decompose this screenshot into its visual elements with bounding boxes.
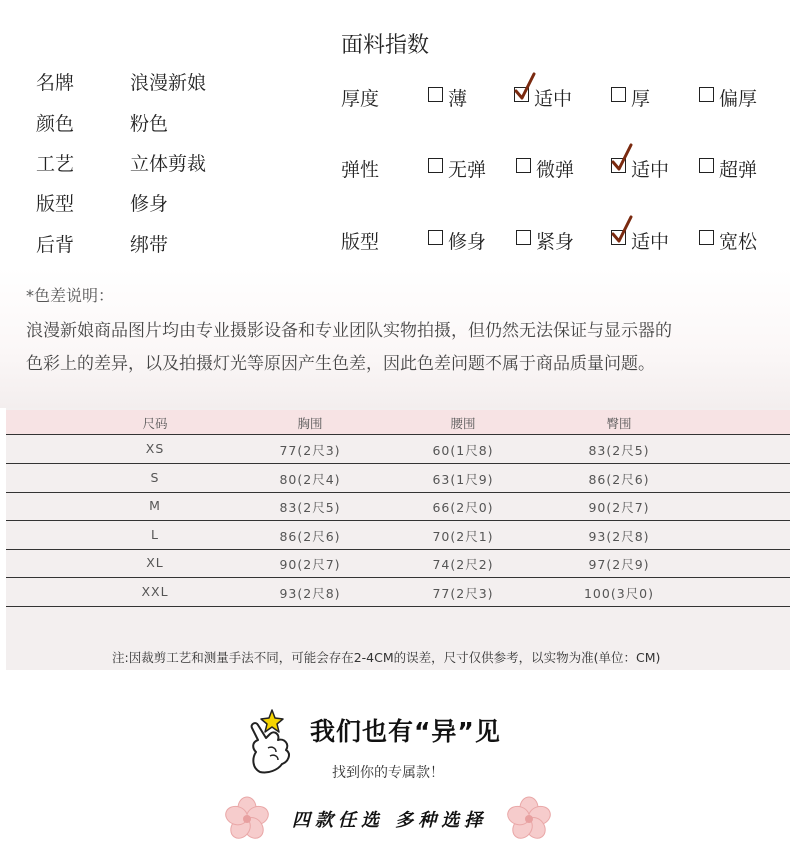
promo-title: 我们也有“异”见 xyxy=(310,717,501,746)
header-size: 尺码 xyxy=(142,416,168,431)
fabric-index-title: 面料指数 xyxy=(341,33,430,58)
checkmark-icon xyxy=(611,143,633,173)
info-label: 版型 xyxy=(36,193,75,215)
table-cell: XL xyxy=(146,555,164,570)
promo-tagline: 四款任选 多种选择 xyxy=(292,810,488,831)
header-waist: 腰围 xyxy=(450,416,476,431)
option-label: 适中 xyxy=(631,231,670,253)
fabric-row-label: 版型 xyxy=(341,231,380,253)
size-table-note: 注:因裁剪工艺和测量手法不同，可能会存在2-4CM的误差，尺寸仅供参考，以实物为准(单位：CM) xyxy=(112,650,661,665)
option-label: 适中 xyxy=(631,159,670,181)
table-cell: 60(1尺8) xyxy=(432,443,494,458)
option-label: 修身 xyxy=(448,231,487,253)
checkmark-icon xyxy=(514,72,536,102)
table-cell: 93(2尺8) xyxy=(588,528,650,544)
table-divider xyxy=(6,463,790,464)
option-label: 微弹 xyxy=(536,159,575,181)
option-label: 适中 xyxy=(534,88,573,110)
checkbox[interactable] xyxy=(699,158,714,173)
table-divider xyxy=(6,577,790,578)
table-cell: 63(1尺9) xyxy=(432,471,494,487)
info-label: 后背 xyxy=(36,234,75,256)
info-value: 立体剪裁 xyxy=(130,153,207,175)
option-label: 薄 xyxy=(448,88,468,110)
fabric-row-elasticity xyxy=(0,155,790,195)
flower-icon xyxy=(504,796,554,842)
option-label: 紧身 xyxy=(536,231,575,253)
option-label: 偏厚 xyxy=(719,88,758,110)
checkmark-icon xyxy=(611,215,633,245)
checkbox[interactable] xyxy=(516,158,531,173)
checkbox[interactable] xyxy=(428,158,443,173)
table-cell: 93(2尺8) xyxy=(279,585,341,601)
table-cell: 90(2尺7) xyxy=(588,500,650,515)
table-cell: 97(2尺9) xyxy=(588,557,650,572)
info-label: 颜色 xyxy=(36,113,75,135)
info-label: 名牌 xyxy=(36,72,75,94)
color-note-title: *色差说明： xyxy=(26,286,115,305)
fabric-row-label: 弹性 xyxy=(341,159,380,181)
table-divider xyxy=(6,492,790,493)
option-label: 厚 xyxy=(631,88,651,110)
table-cell: 83(2尺5) xyxy=(588,443,650,458)
checkbox[interactable] xyxy=(699,87,714,102)
option-label: 无弹 xyxy=(448,159,487,181)
option-label: 宽松 xyxy=(719,231,758,253)
table-cell: 86(2尺6) xyxy=(279,528,341,544)
info-value: 修身 xyxy=(130,193,169,215)
table-cell: 80(2尺4) xyxy=(279,471,341,487)
checkbox[interactable] xyxy=(516,230,531,245)
table-cell: 100(3尺0) xyxy=(583,585,655,601)
fabric-row-label: 厚度 xyxy=(341,88,380,110)
promo-subtitle: 找到你的专属款！ xyxy=(332,765,444,781)
checkbox[interactable] xyxy=(699,230,714,245)
table-cell: 90(2尺7) xyxy=(279,557,341,572)
info-value: 浪漫新娘 xyxy=(130,72,207,94)
option-label: 超弹 xyxy=(719,159,758,181)
color-note-line: 浪漫新娘商品图片均由专业摄影设备和专业团队实物拍摄，但仍然无法保证与显示器的 xyxy=(26,321,672,341)
table-cell: XXL xyxy=(141,583,169,599)
info-value: 粉色 xyxy=(130,113,169,135)
table-divider xyxy=(6,520,790,521)
table-cell: 77(2尺3) xyxy=(279,443,341,458)
color-note-line: 色彩上的差异，以及拍摄灯光等原因产生色差，因此色差问题不属于商品质量问题。 xyxy=(26,354,655,374)
table-cell: 77(2尺3) xyxy=(432,585,494,601)
info-value: 绑带 xyxy=(130,234,169,256)
table-cell: M xyxy=(149,498,161,513)
header-hip: 臀围 xyxy=(606,416,632,431)
table-cell: 86(2尺6) xyxy=(588,471,650,487)
table-cell: 70(2尺1) xyxy=(432,528,494,544)
table-cell: S xyxy=(150,469,160,485)
table-cell: 74(2尺2) xyxy=(432,557,494,572)
fabric-row-thickness xyxy=(0,84,790,124)
table-cell: XS xyxy=(145,441,165,456)
table-divider xyxy=(6,434,790,435)
hand-pointing-icon xyxy=(246,708,298,776)
flower-icon xyxy=(222,796,272,842)
table-cell: 83(2尺5) xyxy=(279,500,341,515)
header-bust: 胸围 xyxy=(297,416,323,431)
checkbox[interactable] xyxy=(611,87,626,102)
table-cell: L xyxy=(151,526,159,542)
table-divider xyxy=(6,549,790,550)
table-cell: 66(2尺0) xyxy=(432,500,494,515)
info-row-fit xyxy=(0,189,330,229)
checkbox[interactable] xyxy=(428,87,443,102)
info-label: 工艺 xyxy=(36,153,75,175)
fabric-row-fit xyxy=(0,227,790,267)
table-divider xyxy=(6,606,790,607)
checkbox[interactable] xyxy=(428,230,443,245)
